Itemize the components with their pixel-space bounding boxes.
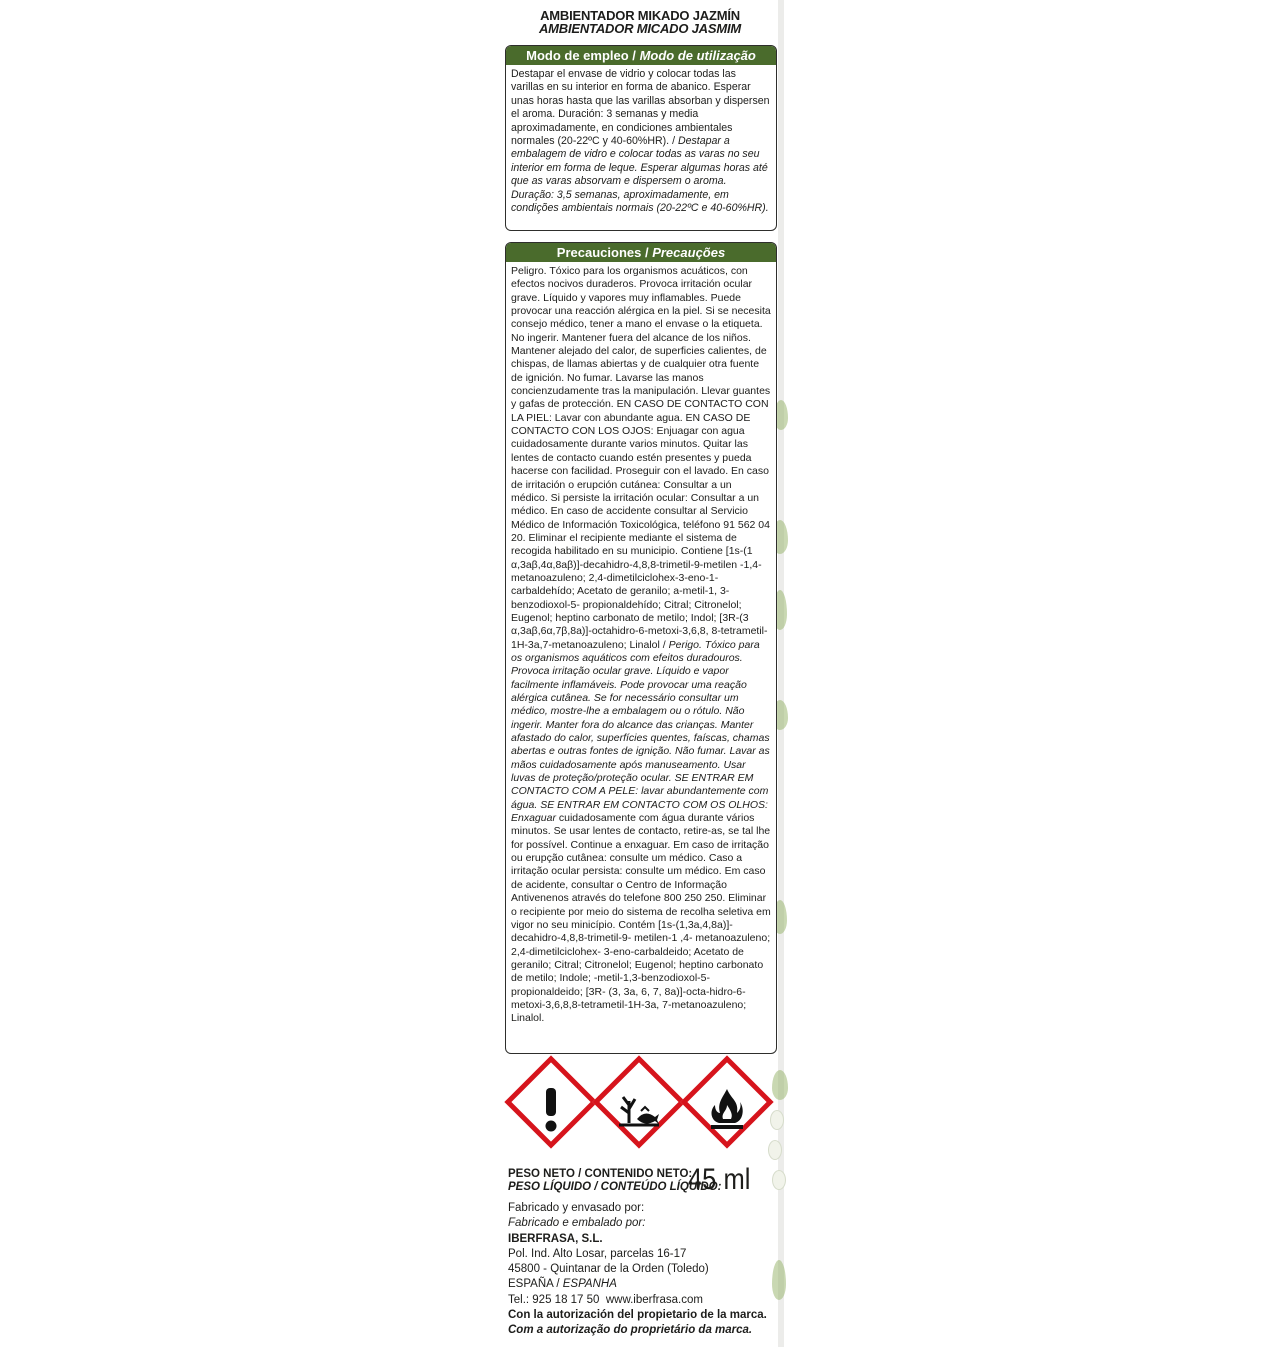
exclamation-mark-icon <box>508 1066 594 1152</box>
authorization-pt: Com a autorização do proprietário da marca. <box>508 1324 753 1337</box>
authorization-es: Con la autorización del propietario de la marca. <box>508 1309 767 1322</box>
precautions-header-es: Precauciones / <box>556 245 649 260</box>
environment-hazard-icon <box>596 1066 682 1152</box>
flower-decoration <box>770 1110 784 1130</box>
precautions-header <box>506 243 776 262</box>
company-name: IBERFRASA, S.L. <box>508 1232 603 1245</box>
net-label-pt: PESO LÍQUIDO / CONTEÚDO LÍQUIDO: <box>508 1181 722 1193</box>
address-line-2: 45800 - Quintanar de la Orden (Toledo) <box>508 1263 709 1276</box>
made-by-pt: Fabricado e embalado por: <box>508 1217 646 1230</box>
usage-text <box>506 65 776 219</box>
net-label-es: PESO NETO / CONTENIDO NETO: <box>508 1168 693 1180</box>
net-volume: 45 ml <box>688 1163 751 1196</box>
flower-decoration <box>768 1140 782 1160</box>
leaf-decoration <box>772 1070 788 1100</box>
precautions-text-es: Peligro. Tóxico para los organismos acuáticos, con efectos nocivos duraderos. Provoca irritación ocular grave. Líquido y vapores muy inflamables. Puede provocar una reacción alérgica en la piel. Si se necesita consejo médico, tener a mano el envase o la etiqueta. No ingerir. Mantener fuera del alcance de los niños. Mantener alejado del calor, de superficies calientes, de chispas, de llamas abiertas y de cualquier otra fuente de ignición. No fumar. Lavarse las manos concienzudamente tras la manipulación. Llevar guantes y gafas de protección. EN CASO DE CONTACTO CON LA PIEL: Lavar con abundante agua. EN CASO DE CONTACTO CON LOS OJOS: Enjuagar con agua cuidadosamente durante varios minutos. Quitar las lentes de contacto cuando estén presentes y pueda hacerse con facilidad. Proseguir con el lavado. En caso de irritación o erupción cutánea: Consultar a un médico. Si persiste la irritación ocular: Consultar a un médico. En caso de accidente consultar al Servicio Médico de Información Toxicológica, teléfono 91 562 04 20. Eliminar el recipiente mediante el sistema de recogida habilitado en su municipio. Contiene [1s-(1 α,3aβ,4α,8aβ)]-decahidro-4,8,8-trimetil-9-metilen -1,4-metanoazuleno; 2,4-dimetilciclohex-3-eno-1-carbaldehído; Acetato de geranilo; a-metil-1, 3-benzodioxol-5- propionaldehído; Citral; Citronelol; Eugenol; heptino carbonato de metilo; Indol; [3R-(3 α,3aβ,6α,7β,8a)]-octahidro-6-metoxi-3,6,8, 8-tetrametil-1H-3a,7-metanoazuleno; Linalol / <box>511 265 771 651</box>
product-title-pt: AMBIENTADOR MICADO JASMIM <box>538 21 742 36</box>
precautions-text <box>506 262 776 1030</box>
contact-line <box>508 1293 770 1308</box>
precautions-header-pt: Precauções <box>652 245 726 260</box>
usage-header <box>506 46 776 65</box>
country-es: ESPAÑA / <box>508 1278 560 1291</box>
usage-panel <box>505 45 777 231</box>
manufacturer-info <box>508 1201 770 1339</box>
usage-text-pt: Destapar a embalagem de vidro e colocar todas as varas no seu interior em forma de leque. Esperar algumas horas até que as varas absorvam e dispersem o aroma. Duração: 3,5 semanas, aproximadamente, em condições ambientais normais (20-22ºC e 40-60%HR). <box>511 135 769 215</box>
precautions-text-pt-italic: Perigo. Tóxico para os organismos aquáticos com efeitos duradouros. Provoca irritação ocular grave. Líquido e vapor facilmente inflamáveis. Pode provocar uma reação alérgica cutânea. Se for necessário consultar um médico, mostre-lhe a embalagem ou o rótulo. Não ingerir. Manter fora do alcance das crianças. Manter afastado do calor, superfícies quentes, faíscas, chamas abertas e outras fontes de ignição. Não fumar. Lavar as mãos cuidadosamente após manuseamento. Usar luvas de proteção/proteção ocular. SE ENTRAR EM CONTACTO COM A PELE: lavar abundantemente com água. SE ENTRAR EM CONTACTO COM OS OLHOS: Enxaguar <box>511 638 770 825</box>
country <box>508 1277 770 1292</box>
net-content <box>508 1165 770 1201</box>
country-pt: ESPANHA <box>562 1278 617 1291</box>
website: www.iberfrasa.com <box>605 1293 703 1306</box>
flower-decoration <box>772 1170 786 1190</box>
precautions-panel <box>505 242 777 1054</box>
address-line-1: Pol. Ind. Alto Losar, parcelas 16-17 <box>508 1247 687 1260</box>
precautions-text-pt: cuidadosamente com água durante vários minutos. Se usar lentes de contacto, retire-as, se tal lhe for possível. Continue a enxaguar. Em caso de irritação ou erupção cutânea: consulte um médico. Caso a irritação ocular persista: consulte um médico. Em caso de acidente, consultar o Centro de Informação Antivenenos através do telefone 800 250 250. Eliminar o recipiente por meio do sistema de recolha seletiva em vigor no seu minicípio. Contém [1s-(1,3a,4,8a)]-decahidro-4,8,8-trimetil-9- metilen-1 ,4- metanoazuleno; 2,4-dimetilciclohex- 3-eno-carbaldeido; Acetato de geranilo; Citral; Citronelol; Eugenol; heptino carbonato de metilo; Indole; -metil-1,3-benzodioxol-5- propionaldeido; [3R- (3, 3a, 6, 7, 8a)]-octa-hidro-6- metoxi-3,6,8,8-tetrametil-1H-3a, 7-metanoazuleno; Linalol. <box>511 812 771 1025</box>
hazard-pictograms <box>508 1066 770 1152</box>
flame-icon <box>684 1066 770 1152</box>
phone: Tel.: 925 18 17 50 <box>508 1293 600 1306</box>
usage-header-es: Modo de empleo / <box>526 48 636 63</box>
leaf-decoration <box>772 1260 786 1300</box>
usage-header-pt: Modo de utilização <box>639 48 756 63</box>
product-title-es: AMBIENTADOR MIKADO JAZMÍN <box>540 8 740 23</box>
usage-text-es: Destapar el envase de vidrio y colocar todas las varillas en su interior en forma de abanico. Esperar unas horas hasta que las varillas absorban y dispersen el aroma. Duración: 3 semanas y media aproximadamente, en condiciones ambientales normales (20-22ºC y 40-60%HR). / <box>511 68 770 148</box>
made-by-es: Fabricado y envasado por: <box>508 1202 645 1214</box>
